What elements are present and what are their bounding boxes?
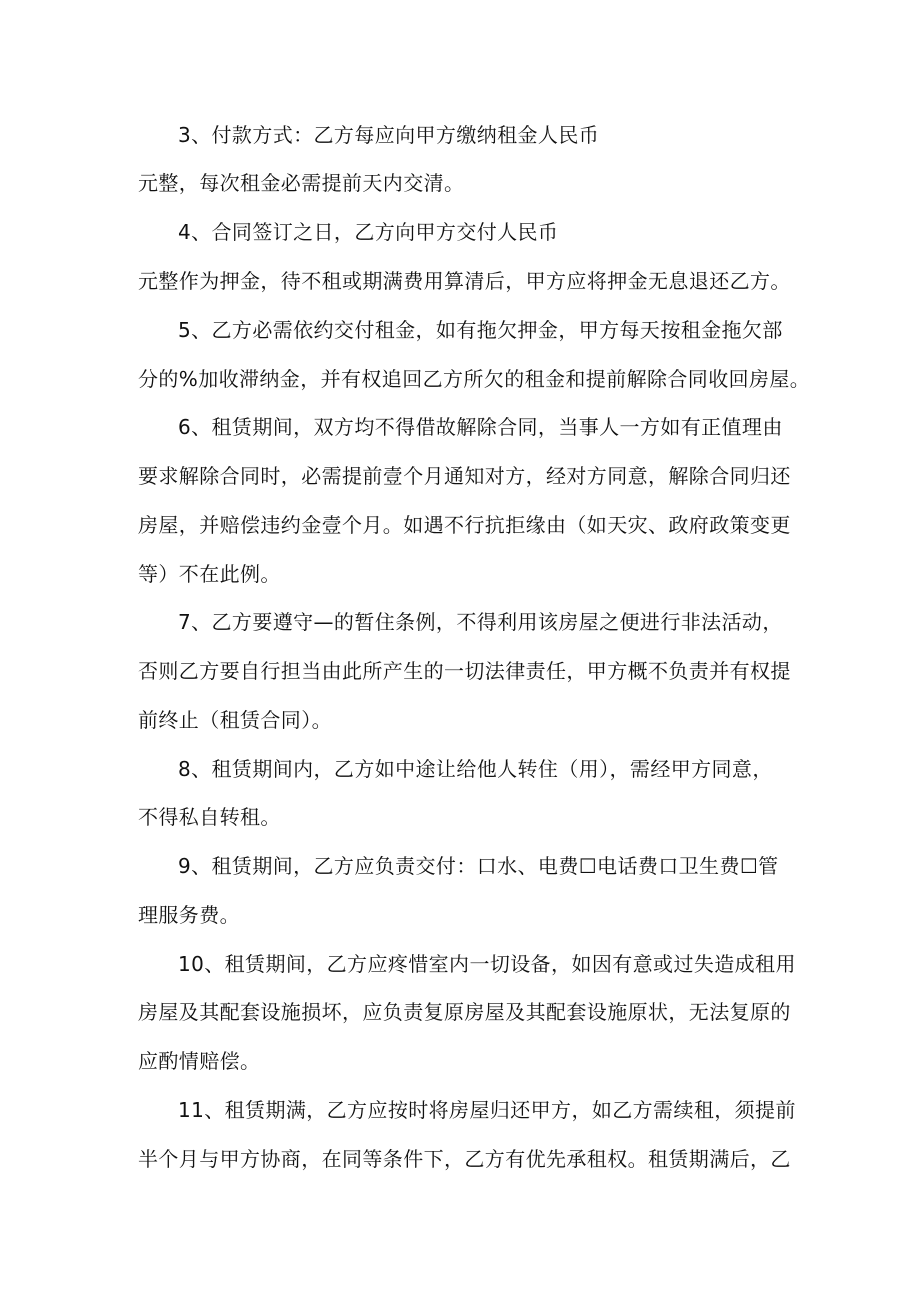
clause-8-line-2: 不得私自转租。 <box>138 805 281 829</box>
clause-10-line-1: 10、租赁期间，乙方应疼惜室内一切设备，如因有意或过失造成租用 <box>178 952 796 976</box>
clause-5-line-1: 5、乙方必需依约交付租金，如有拖欠押金，甲方每天按租金拖欠部 <box>178 318 783 342</box>
clause-4-line-1: 4、合同签订之日，乙方向甲方交付人民币 <box>178 220 559 244</box>
clause-10-line-2: 房屋及其配套设施损坏，应负责复原房屋及其配套设施原状，无法复原的 <box>138 1000 791 1024</box>
clause-11-line-1: 11、租赁期满，乙方应按时将房屋归还甲方，如乙方需续租，须提前 <box>178 1098 796 1122</box>
clause-3-line-2: 元整，每次租金必需提前天内交清。 <box>138 171 465 195</box>
clause-6-line-4: 等）不在此例。 <box>138 562 281 586</box>
clause-7-line-3: 前终止（租赁合同）。 <box>138 708 332 732</box>
clause-3-line-1: 3、付款方式：乙方每应向甲方缴纳租金人民币 <box>178 123 600 147</box>
clause-9-line-1: 9、租赁期间，乙方应负责交付：口水、电费☐电话费口卫生费☐管 <box>178 854 779 878</box>
clause-5-line-2: 分的%加收滞纳金，并有权追回乙方所欠的租金和提前解除合同收回房屋。 <box>138 367 811 391</box>
clause-9-line-2: 理服务费。 <box>138 903 240 927</box>
clause-7-line-1: 7、乙方要遵守—的暂住条例，不得利用该房屋之便进行非法活动， <box>178 610 783 634</box>
clause-8-line-1: 8、租赁期间内，乙方如中途让给他人转住（用），需经甲方同意， <box>178 757 773 781</box>
clause-11-line-2: 半个月与甲方协商，在同等条件下，乙方有优先承租权。租赁期满后，乙 <box>138 1147 791 1171</box>
clause-4-line-2: 元整作为押金，待不租或期满费用算清后，甲方应将押金无息退还乙方。 <box>138 269 791 293</box>
clause-6-line-1: 6、租赁期间，双方均不得借故解除合同，当事人一方如有正值理由 <box>178 415 783 439</box>
clause-6-line-3: 房屋，并赔偿违约金壹个月。如遇不行抗拒缘由（如天灾、政府政策变更 <box>138 513 791 537</box>
clause-10-line-3: 应酌情赔偿。 <box>138 1049 261 1073</box>
clause-7-line-2: 否则乙方要自行担当由此所产生的一切法律责任，甲方概不负责并有权提 <box>138 659 791 683</box>
clause-6-line-2: 要求解除合同时，必需提前壹个月通知对方，经对方同意，解除合同归还 <box>138 464 791 488</box>
